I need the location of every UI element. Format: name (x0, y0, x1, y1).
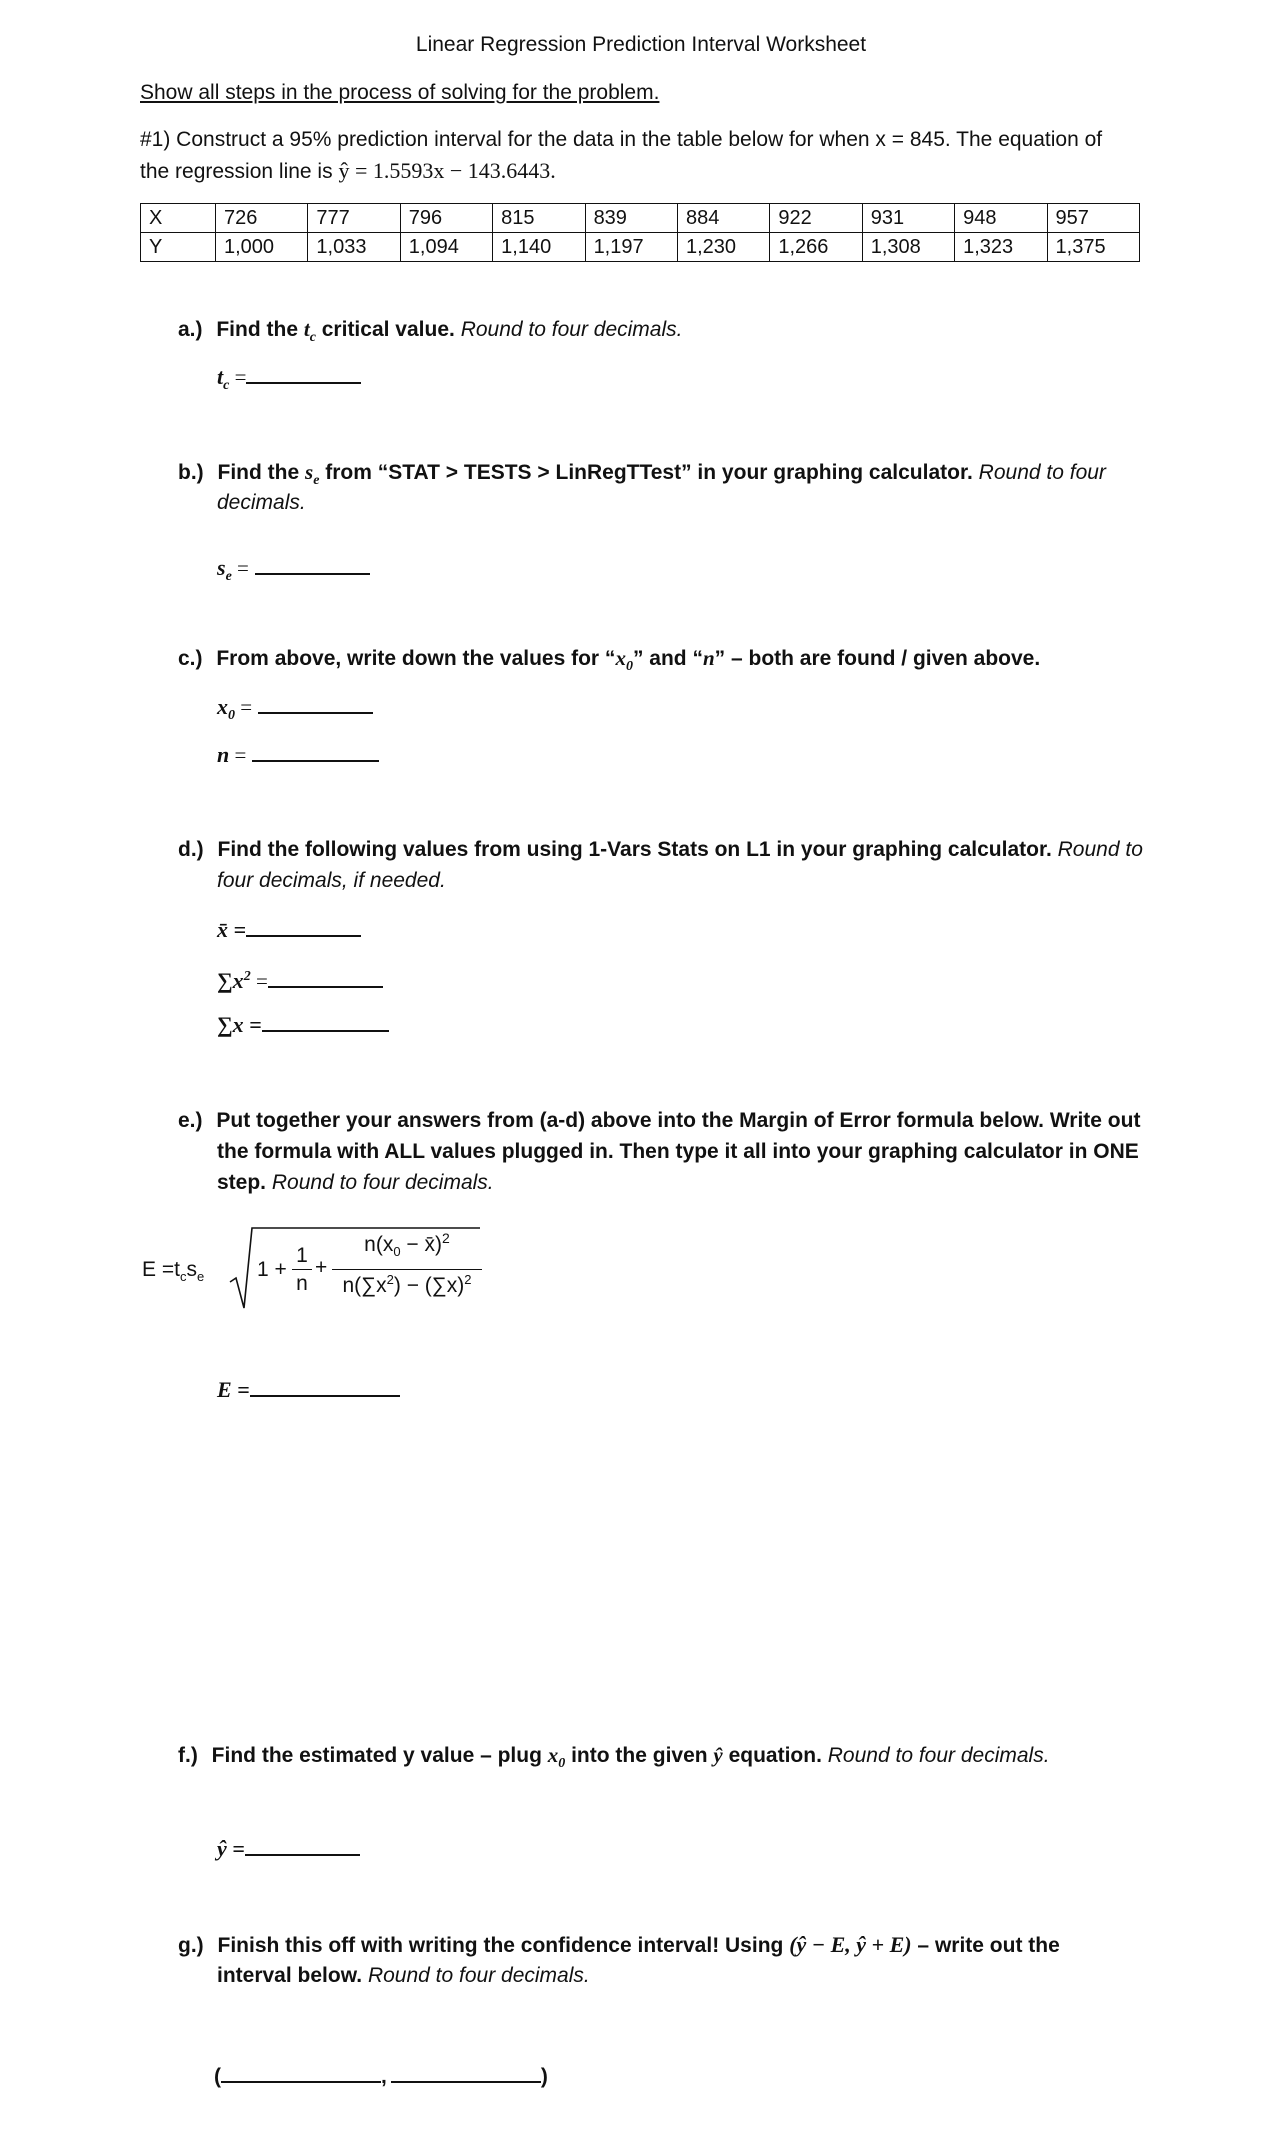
data-table (140, 203, 1140, 262)
x-cell: 726 (216, 204, 308, 233)
page-title: Linear Regression Prediction Interval Worksheet (415, 33, 867, 56)
n-label: n (217, 742, 230, 767)
y-cell: 1,308 (862, 233, 954, 262)
sum-x2-answer-blank[interactable] (268, 968, 383, 988)
x-cell: 922 (770, 204, 862, 233)
part-b-label: b.) (178, 461, 204, 484)
formula-plus: + (315, 1256, 328, 1279)
part-a-note: Round to four decimals. (460, 318, 683, 341)
formula-e-tc: E =t (142, 1258, 180, 1281)
table-row-y (141, 233, 1140, 262)
formula-num-b: − x̄) (400, 1233, 443, 1256)
formula-denominator (328, 1272, 486, 1298)
part-f-var: x (547, 1743, 559, 1767)
se-label: s (217, 555, 226, 580)
part-c-answer-1 (217, 692, 373, 731)
sum-x2-label: ∑x (217, 968, 244, 993)
tc-eq: = (229, 365, 247, 389)
part-c-sub: 0 (625, 659, 633, 675)
part-e-prompt-1 (178, 1106, 1140, 1136)
formula-num-sup: 2 (442, 1230, 450, 1246)
y-cell: 1,140 (493, 233, 585, 262)
part-e-label: e.) (178, 1109, 203, 1132)
y-cell: 1,375 (1047, 233, 1139, 262)
x-cell: 957 (1047, 204, 1139, 233)
part-f-sub: 0 (558, 1756, 566, 1772)
part-g-line-2-bold: interval below. (217, 1964, 363, 1987)
x0-label: x (217, 694, 228, 719)
part-c-text: From above, write down the values for “ (216, 647, 616, 670)
formula-main-line (332, 1269, 482, 1270)
problem-line-2-prefix: the regression line is (140, 160, 339, 183)
part-d-answer-3 (217, 1010, 389, 1041)
part-c-text2: ” and “ (632, 647, 703, 670)
table-row-x (141, 204, 1140, 233)
part-d-label: d.) (178, 838, 204, 861)
y-cell: 1,033 (308, 233, 400, 262)
upper-bound-blank[interactable] (391, 2063, 541, 2083)
part-e-line-1: Put together your answers from (a-d) above into the Margin of Error formula below. Write out (216, 1109, 1141, 1132)
formula-frac-num: 1 (296, 1244, 308, 1267)
part-c-answer-2 (217, 740, 379, 771)
x-cell: 884 (677, 204, 769, 233)
part-a-text2: critical value. (315, 318, 455, 341)
part-c-var: x (615, 646, 626, 670)
part-f-note: Round to four decimals. (827, 1744, 1050, 1767)
part-d-answer-2 (217, 962, 383, 997)
part-b-text2: from “STAT > TESTS > LinRegTTest” in your graphing calculator. (319, 461, 973, 484)
part-a-prompt (178, 314, 682, 353)
formula-num-a: n(x (364, 1233, 394, 1256)
lower-bound-blank[interactable] (221, 2063, 381, 2083)
formula-den-sup-2: 2 (464, 1272, 472, 1287)
problem-line-1: #1) Construct a 95% prediction interval for the data in the table below for when x = 845. The equation of (140, 128, 1103, 151)
formula-den-a: n(∑x (342, 1274, 387, 1297)
part-f-var2: ŷ (713, 1743, 723, 1767)
part-c-text3: ” – both are found / given above. (714, 647, 1041, 670)
formula-numerator (332, 1230, 482, 1259)
part-b-sub: e (313, 473, 320, 489)
interval-open-paren: ( (214, 2065, 221, 2088)
formula-den-sup: 2 (386, 1272, 394, 1287)
row-label-x: X (141, 204, 216, 233)
y-cell: 1,094 (400, 233, 492, 262)
yhat-answer-blank[interactable] (245, 1836, 360, 1856)
formula-num-sub: 0 (393, 1244, 401, 1260)
se-sub: e (225, 569, 232, 585)
regression-equation: ŷ = 1.5593x − 143.6443. (338, 158, 556, 183)
y-cell: 1,197 (585, 233, 677, 262)
instructions: Show all steps in the process of solving for the problem. (140, 81, 660, 104)
problem-line-2 (140, 156, 556, 187)
sum-x-answer-blank[interactable] (262, 1012, 389, 1032)
x0-answer-blank[interactable] (258, 694, 373, 714)
xbar-label: x̄ = (217, 917, 247, 942)
part-g-interval: (ŷ − E, ŷ + E) (789, 1932, 912, 1957)
part-g-text2: – write out the (911, 1934, 1060, 1957)
part-f-label: f.) (178, 1744, 198, 1767)
part-e-line-3-note: Round to four decimals. (271, 1171, 494, 1194)
part-a-text: Find the (216, 318, 304, 341)
part-f-text: Find the estimated y value – plug (211, 1744, 548, 1767)
part-d-text: Find the following values from using 1-Vars Stats on L1 in your graphing calculator. (217, 838, 1052, 861)
part-a-var: t (303, 317, 310, 341)
x-cell: 796 (400, 204, 492, 233)
part-d-answer-1 (217, 915, 361, 946)
x-cell: 839 (585, 204, 677, 233)
part-b-var: s (305, 460, 314, 484)
part-g-answer (214, 2062, 548, 2092)
x-cell: 931 (862, 204, 954, 233)
part-d-note: Round to (1057, 838, 1143, 861)
formula-frac-line (292, 1269, 312, 1270)
part-b-text: Find the (217, 461, 305, 484)
interval-close-paren: ) (540, 2065, 548, 2088)
part-e-line-2: the formula with ALL values plugged in. Then type it all into your graphing calculator in ONE (217, 1140, 1139, 1163)
part-a-answer (217, 362, 361, 401)
formula-s: s (186, 1258, 197, 1281)
interval-comma: , (381, 2065, 387, 2088)
part-g-line-2 (217, 1961, 590, 1991)
y-cell: 1,266 (770, 233, 862, 262)
tc-label: t (217, 364, 224, 389)
part-b-prompt (178, 457, 1106, 496)
formula-one-plus: 1 + (257, 1258, 287, 1281)
part-c-prompt (178, 643, 1040, 682)
part-e-answer (217, 1375, 400, 1406)
x0-eq: = (235, 695, 253, 719)
tc-sub: c (223, 378, 230, 394)
part-f-text3: equation. (722, 1744, 822, 1767)
part-d-prompt (178, 835, 1143, 865)
y-cell: 1,230 (677, 233, 769, 262)
part-e-line-3-bold: step. (217, 1171, 267, 1194)
x-cell: 777 (308, 204, 400, 233)
part-f-answer (217, 1834, 360, 1865)
part-g-text: Finish this off with writing the confidence interval! Using (217, 1934, 790, 1957)
formula-sub-c: c (179, 1269, 187, 1285)
sum-x2-sup: 2 (243, 969, 251, 984)
x0-sub: 0 (228, 708, 235, 724)
se-answer-blank[interactable] (255, 555, 370, 575)
formula-sub-e: e (196, 1269, 205, 1285)
n-eq: = (229, 743, 247, 767)
part-a-sub: c (309, 330, 316, 346)
xbar-answer-blank[interactable] (246, 917, 361, 937)
part-e-line-3 (217, 1168, 494, 1198)
se-eq: = (231, 556, 249, 580)
part-a-label: a.) (178, 318, 203, 341)
sum-x2-eq: = (250, 969, 268, 993)
part-f-prompt (178, 1740, 1050, 1779)
sum-x-label: ∑x = (217, 1012, 262, 1037)
part-c-label: c.) (178, 647, 203, 670)
margin-of-error-formula (142, 1220, 482, 1320)
x-cell: 948 (955, 204, 1047, 233)
part-b-answer (217, 553, 370, 592)
formula-den-b: ) − (∑x) (393, 1274, 465, 1297)
y-cell: 1,000 (216, 233, 308, 262)
yhat-label: ŷ = (217, 1836, 245, 1861)
part-g-label: g.) (178, 1934, 204, 1957)
part-b-note: Round to four (978, 461, 1106, 484)
e-answer-blank[interactable] (250, 1377, 400, 1397)
tc-answer-blank[interactable] (246, 364, 361, 384)
formula-frac-den: n (296, 1272, 308, 1295)
part-g-prompt (178, 1930, 1060, 1961)
part-f-text2: into the given (565, 1744, 714, 1767)
n-answer-blank[interactable] (252, 742, 379, 762)
row-label-y: Y (141, 233, 216, 262)
part-d-note-2: four decimals, if needed. (217, 869, 446, 892)
formula-lhs (142, 1258, 204, 1284)
x-cell: 815 (493, 204, 585, 233)
part-b-note-2: decimals. (217, 491, 306, 514)
e-label: E = (217, 1377, 250, 1402)
y-cell: 1,323 (955, 233, 1047, 262)
part-c-var2: n (702, 646, 715, 670)
part-g-line-2-note: Round to four decimals. (367, 1964, 590, 1987)
